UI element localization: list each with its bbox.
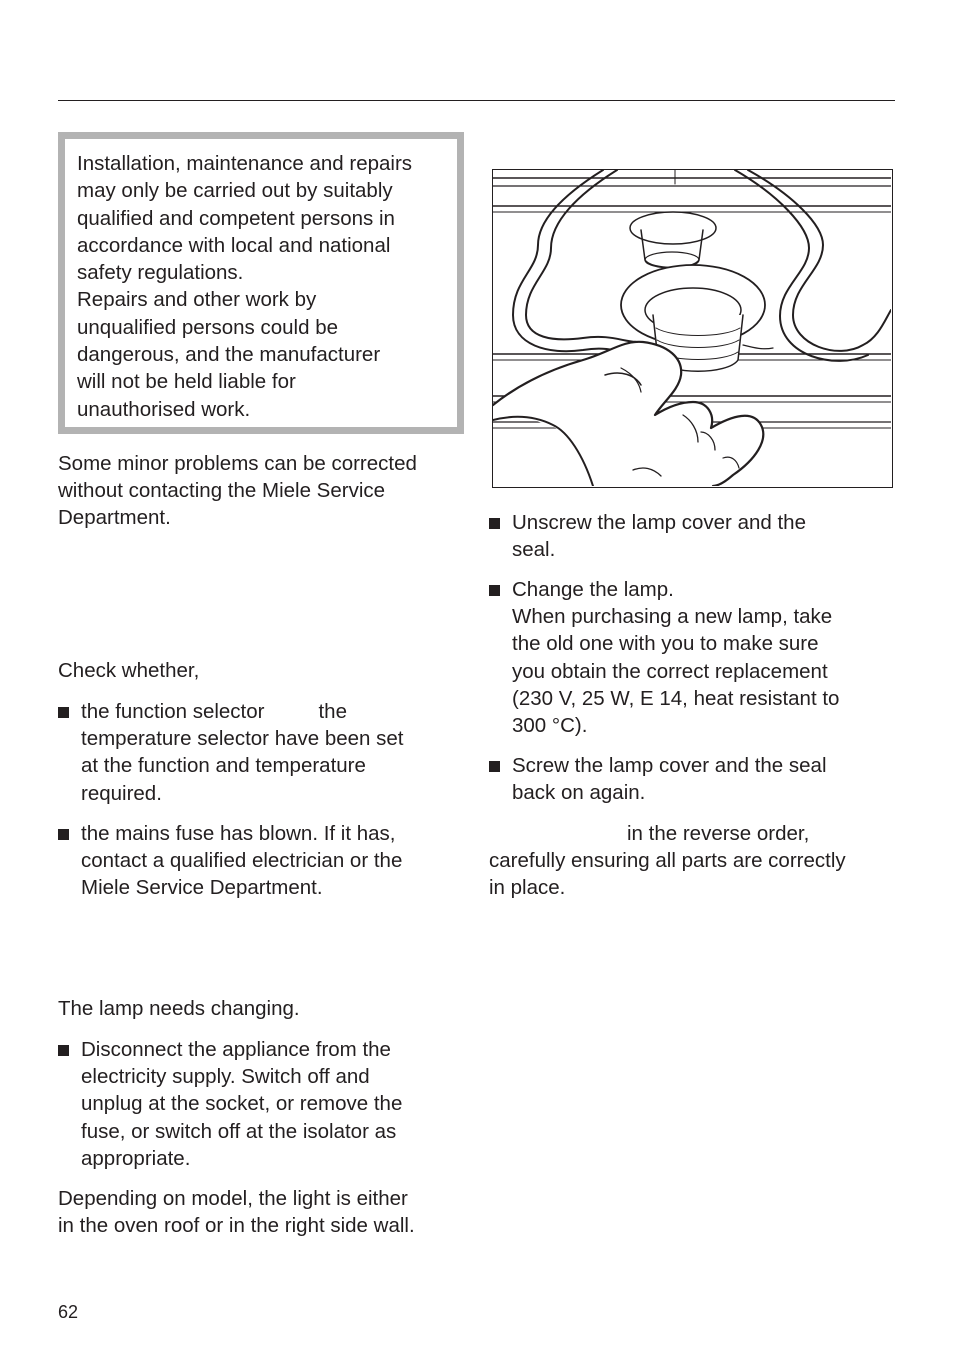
bullet-square-icon [489,585,500,596]
reassemble-part: in the reverse order, [627,822,810,845]
bullet-line: the old one with you to make sure [512,632,819,656]
bullet-text [512,509,806,563]
warning-line: unqualified persons could be [77,315,338,339]
bullet-line: contact a qualified electrician or the [81,849,403,873]
bullet-line [81,698,404,725]
lamp-replacement-illustration [492,169,893,488]
intro-line: Department. [58,506,171,530]
warning-line: unauthorised work. [77,397,251,421]
warning-line: Repairs and other work by [77,288,317,312]
bullet-text [512,576,839,739]
warning-line: will not be held liable for [77,370,296,394]
warning-line: safety regulations. [77,261,244,285]
bullet-square-icon [58,829,69,840]
bullet-square-icon [489,761,500,772]
bullet-text [512,752,827,806]
bullet-text [81,1036,402,1172]
bullet-part: the [318,700,347,723]
bullet-line: Screw the lamp cover and the seal [512,754,827,777]
warning-line: qualified and competent persons in [77,206,395,230]
reassemble-line: carefully ensuring all parts are correctly [489,849,846,873]
bullet-line: at the function and temperature [81,754,366,778]
bullet-line: back on again. [512,781,646,805]
bullet-line: Unscrew the lamp cover and the [512,511,806,534]
location-line: Depending on model, the light is either [58,1187,408,1210]
bullet-square-icon [58,707,69,718]
intro-paragraph [58,450,417,532]
hand-unscrewing-lamp-icon [493,170,891,486]
bullet-line: Change the lamp. [512,578,674,601]
intro-line: Some minor problems can be corrected [58,452,417,475]
warning-line: may only be carried out by suitably [77,179,393,203]
bullet-line: required. [81,781,162,805]
bullet-part: the function selector [81,700,265,723]
lamp-location [58,1185,415,1239]
header-rule [58,100,895,101]
bullet-line: seal. [512,538,556,562]
bullet-line: Disconnect the appliance from the [81,1038,391,1061]
bullet-text [81,820,402,902]
intro-line: without contacting the Miele Service [58,479,386,503]
bullet-line: temperature selector have been set [81,727,404,751]
warning-text [77,150,461,423]
bullet-line: 300 °C). [512,714,588,738]
page-number: 62 [58,1302,79,1322]
bullet-line: appropriate. [81,1146,191,1170]
reassemble-line [489,820,899,847]
bullet-line: unplug at the socket, or remove the [81,1092,403,1116]
bullet-square-icon [489,518,500,529]
location-line: in the oven roof or in the right side wall. [58,1214,415,1238]
bullet-line: Miele Service Department. [81,876,323,900]
bullet-line: you obtain the correct replacement [512,659,828,683]
warning-line: dangerous, and the manufacturer [77,343,381,367]
bullet-square-icon [58,1045,69,1056]
bullet-line: (230 V, 25 W, E 14, heat resistant to [512,686,840,710]
reassemble-paragraph [489,820,899,902]
bullet-line: When purchasing a new lamp, take [512,605,833,629]
bullet-line: the mains fuse has blown. If it has, [81,822,396,845]
reassemble-line: in place. [489,876,566,900]
bullet-line: fuse, or switch off at the isolator as [81,1119,397,1143]
warning-line: Installation, maintenance and repairs [77,152,413,175]
warning-line: accordance with local and national [77,233,391,257]
check-heading: Check whether, [58,659,200,682]
bullet-line: electricity supply. Switch off and [81,1065,370,1089]
lamp-cause: The lamp needs changing. [58,997,300,1020]
bullet-text [81,698,404,807]
